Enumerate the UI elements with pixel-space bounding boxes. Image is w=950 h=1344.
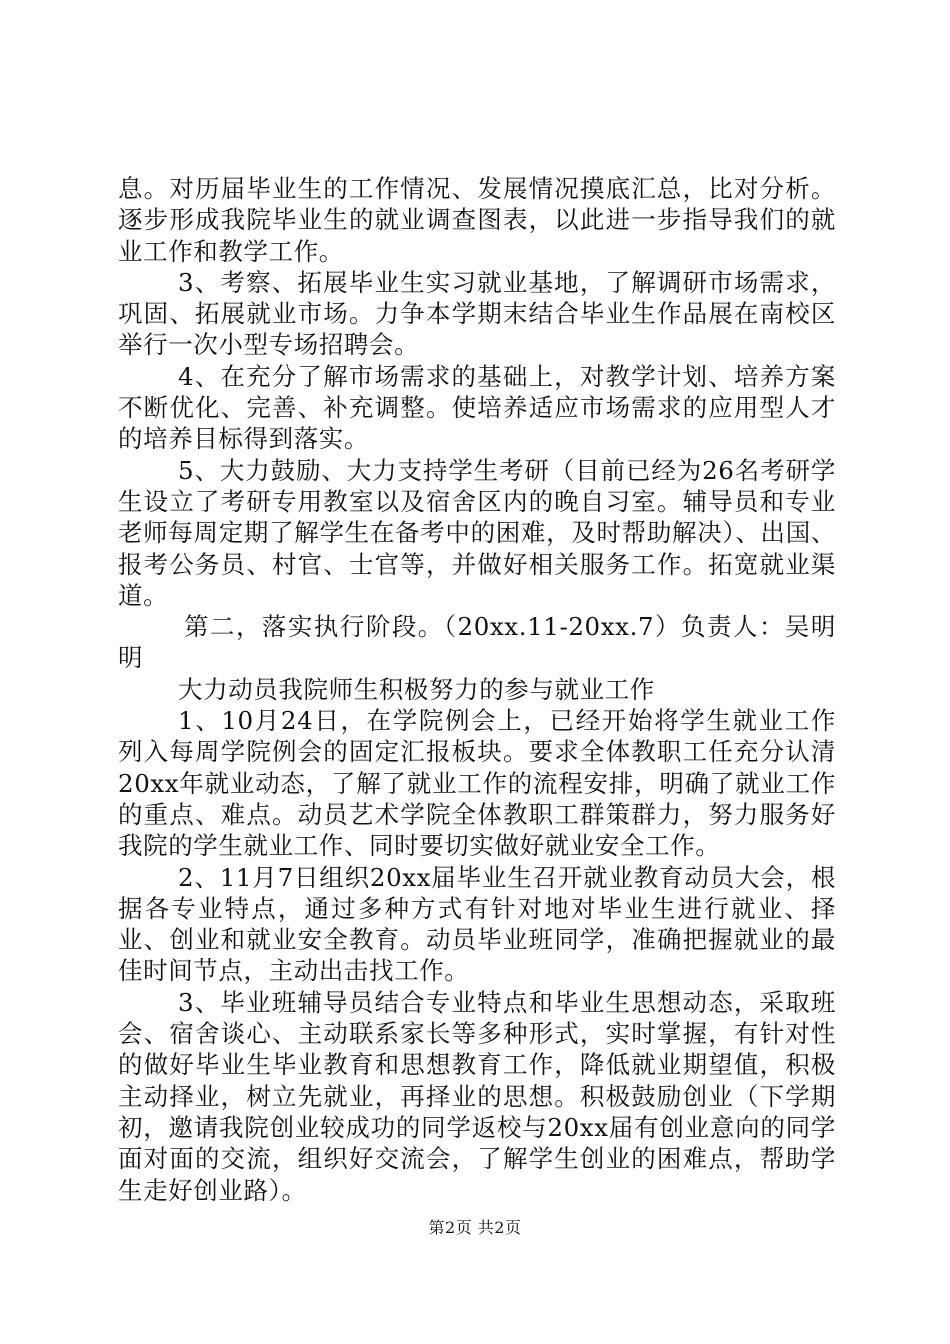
section-heading: 第二，落实执行阶段。（20xx.11-20xx.7）负责人：吴明明: [118, 612, 836, 673]
paragraph: 1、10月24日，在学院例会上，已经开始将学生就业工作列入每周学院例会的固定汇报板块。要求全体教职工任充分认清20xx年就业动态，了解了就业工作的流程安排，明确了就业工作的重点、难点。动员艺术学院全体教职工群策群力，努力服务好我院的学生就业工作、同时要切实做好就业安全工作。: [118, 706, 836, 861]
paragraph: 2、11月7日组织20xx届毕业生召开就业教育动员大会，根据各专业特点，通过多种方式有针对地对毕业生进行就业、择业、创业和就业安全教育。动员毕业班同学，准确把握就业的最佳时间节点，主动出击找工作。: [118, 862, 836, 986]
page-number-label: 第2页 共2页: [428, 1218, 522, 1237]
paragraph: 3、考察、拓展毕业生实习就业基地，了解调研市场需求，巩固、拓展就业市场。力争本学期末结合毕业生作品展在南校区举行一次小型专场招聘会。: [118, 267, 836, 360]
paragraph: 3、毕业班辅导员结合专业特点和毕业生思想动态，采取班会、宿舍谈心、主动联系家长等多种形式，实时掌握，有针对性的做好毕业生毕业教育和思想教育工作，降低就业期望值，积极主动择业，树立先就业，再择业的思想。积极鼓励创业（下学期初，邀请我院创业较成功的同学返校与20xx届有创业意向的同学面对面的交流，组织好交流会，了解学生创业的困难点，帮助学生走好创业路）。: [118, 987, 836, 1205]
paragraph: 大力动员我院师生积极努力的参与就业工作: [178, 674, 655, 704]
paragraph: 息。对历届毕业生的工作情况、发展情况摸底汇总，比对分析。逐步形成我院毕业生的就业调查图表，以此进一步指导我们的就业工作和教学工作。: [118, 174, 836, 266]
paragraph: 5、大力鼓励、大力支持学生考研（目前已经为26名考研学生设立了考研专用教室以及宿舍区内的晚自习室。辅导员和专业老师每周定期了解学生在备考中的困难，及时帮助解决）、出国、报考公务员、村官、士官等，并做好相关服务工作。拓宽就业渠道。: [118, 455, 836, 610]
paragraph: 4、在充分了解市场需求的基础上，对教学计划、培养方案不断优化、完善、补充调整。使培养适应市场需求的应用型人才的培养目标得到落实。: [118, 361, 836, 454]
document-body: [118, 173, 836, 1206]
page-footer: [0, 1215, 950, 1238]
